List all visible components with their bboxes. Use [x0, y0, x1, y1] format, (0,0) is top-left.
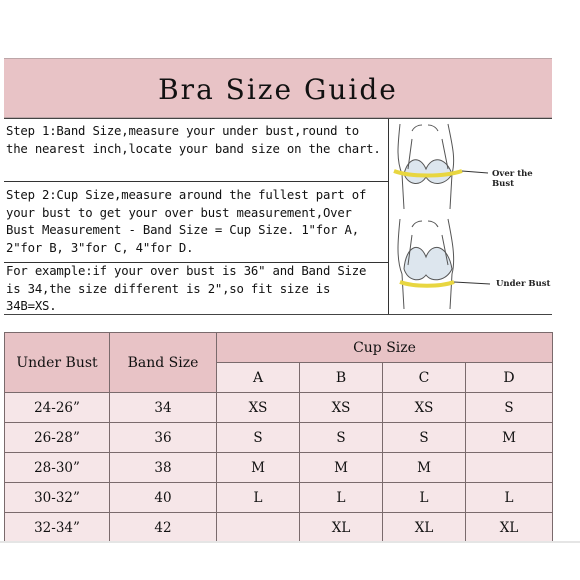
cup-cell: S	[217, 423, 300, 453]
divider	[4, 181, 388, 182]
table-row	[5, 423, 553, 453]
band-cell: 40	[110, 483, 217, 513]
cup-cell: S	[383, 423, 466, 453]
cup-cell: XL	[300, 513, 383, 543]
measurement-illustration	[390, 119, 552, 314]
header-cup-d: D	[466, 363, 553, 393]
cup-cell: XL	[383, 513, 466, 543]
header-cup-c: C	[383, 363, 466, 393]
size-table	[4, 332, 553, 543]
example-text: For example:if your over bust is 36" and Band Size is 34,the size different is 2",so fit size is 34B=XS.	[6, 264, 374, 313]
cup-cell: XS	[383, 393, 466, 423]
under-bust-cell: 24-26”	[5, 393, 110, 423]
title-banner	[4, 58, 552, 118]
table-row	[5, 393, 553, 423]
band-cell: 36	[110, 423, 217, 453]
cup-cell: XS	[217, 393, 300, 423]
over-bust-label: Over the Bust	[492, 169, 533, 189]
cup-cell: XS	[300, 393, 383, 423]
table-row	[5, 483, 553, 513]
size-chart-table	[4, 332, 552, 542]
band-cell: 38	[110, 453, 217, 483]
cup-cell: S	[466, 393, 553, 423]
under-bust-cell: 32-34”	[5, 513, 110, 543]
cup-cell: L	[300, 483, 383, 513]
cup-cell: M	[217, 453, 300, 483]
cup-cell: L	[466, 483, 553, 513]
cup-cell: L	[217, 483, 300, 513]
band-cell: 42	[110, 513, 217, 543]
step2-text: Step 2:Cup Size,measure around the fullest part of your bust to get your over bust measurement,Over Bust Measurement - Band Size = Cup Size. 1"for A, 2"for B, 3"for C, 4"for D.	[6, 188, 374, 255]
cup-cell: M	[466, 423, 553, 453]
header-cup-b: B	[300, 363, 383, 393]
step1-text: Step 1:Band Size,measure your under bust,round to the nearest inch,locate your band size on the chart.	[6, 124, 381, 156]
under-bust-label: Under Bust	[496, 279, 551, 289]
header-band-size: Band Size	[110, 333, 217, 393]
page-title: Bra Size Guide	[158, 73, 398, 106]
header-under-bust: Under Bust	[5, 333, 110, 393]
header-cup-a: A	[217, 363, 300, 393]
table-row	[5, 513, 553, 543]
cup-cell: L	[383, 483, 466, 513]
cup-cell: S	[300, 423, 383, 453]
cup-cell: XL	[466, 513, 553, 543]
under-bust-cell: 30-32”	[5, 483, 110, 513]
cup-cell	[217, 513, 300, 543]
band-cell: 34	[110, 393, 217, 423]
divider	[0, 541, 580, 543]
under-bust-cell: 28-30”	[5, 453, 110, 483]
header-cup-size: Cup Size	[217, 333, 553, 363]
under-bust-cell: 26-28”	[5, 423, 110, 453]
divider	[388, 119, 389, 314]
cup-cell	[466, 453, 553, 483]
table-row	[5, 453, 553, 483]
instructions-panel	[4, 118, 552, 315]
cup-cell: M	[300, 453, 383, 483]
cup-cell: M	[383, 453, 466, 483]
